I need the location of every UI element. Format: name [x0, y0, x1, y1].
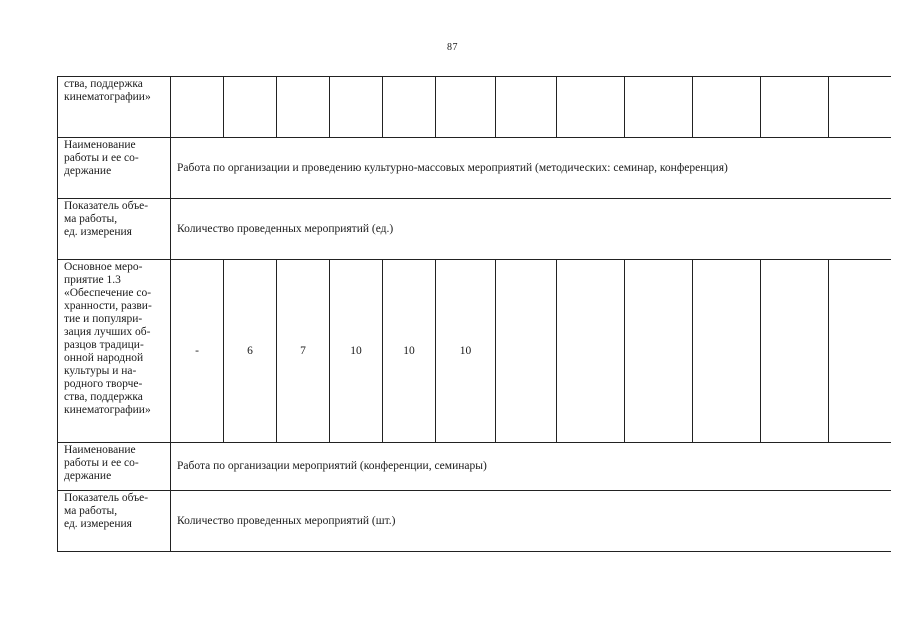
program-table: [57, 76, 891, 552]
value-cell: 10: [383, 260, 436, 443]
table-cell: [761, 77, 829, 138]
table-cell: [829, 77, 891, 138]
table-row: [58, 260, 891, 443]
table-row: [58, 77, 891, 138]
value-cell: -: [171, 260, 224, 443]
table-row: [58, 199, 891, 260]
row-label: Показатель объе- ма работы, ед. измерения: [58, 199, 171, 260]
indicator-text: Количество проведенных мероприятий (шт.): [171, 491, 891, 552]
row-label: Основное меро- приятие 1.3 «Обеспечение со- хранности, разви- тие и популяри- зация лучших об- разцов традици- онной народной культуры и на- родного творче- ства, поддержка кинематографии»: [58, 260, 171, 443]
value-cell: 7: [277, 260, 330, 443]
value-cell: 10: [330, 260, 383, 443]
value-cell: [557, 260, 625, 443]
table-row: [58, 138, 891, 199]
value-cell: [693, 260, 761, 443]
row-label: ства, поддержка кинематографии»: [58, 77, 171, 138]
value-cell: [625, 260, 693, 443]
table-cell: [383, 77, 436, 138]
value-cell: [761, 260, 829, 443]
table-cell: [693, 77, 761, 138]
table-row: [58, 443, 891, 491]
value-cell: [496, 260, 557, 443]
work-name-text: Работа по организации мероприятий (конференции, семинары): [171, 443, 891, 491]
indicator-text: Количество проведенных мероприятий (ед.): [171, 199, 891, 260]
table-cell: [557, 77, 625, 138]
value-cell: [829, 260, 891, 443]
row-label: Наименование работы и ее со- держание: [58, 443, 171, 491]
table-cell: [625, 77, 693, 138]
table-row: [58, 491, 891, 552]
value-cell: 6: [224, 260, 277, 443]
table-cell: [436, 77, 496, 138]
page-number: 87: [447, 42, 458, 53]
row-label: Наименование работы и ее со- держание: [58, 138, 171, 199]
table-cell: [171, 77, 224, 138]
table-cell: [496, 77, 557, 138]
table-cell: [224, 77, 277, 138]
row-label: Показатель объе- ма работы, ед. измерения: [58, 491, 171, 552]
table-cell: [330, 77, 383, 138]
value-cell: 10: [436, 260, 496, 443]
table-cell: [277, 77, 330, 138]
work-name-text: Работа по организации и проведению культурно-массовых мероприятий (методических: семинар, конференция): [171, 138, 891, 199]
